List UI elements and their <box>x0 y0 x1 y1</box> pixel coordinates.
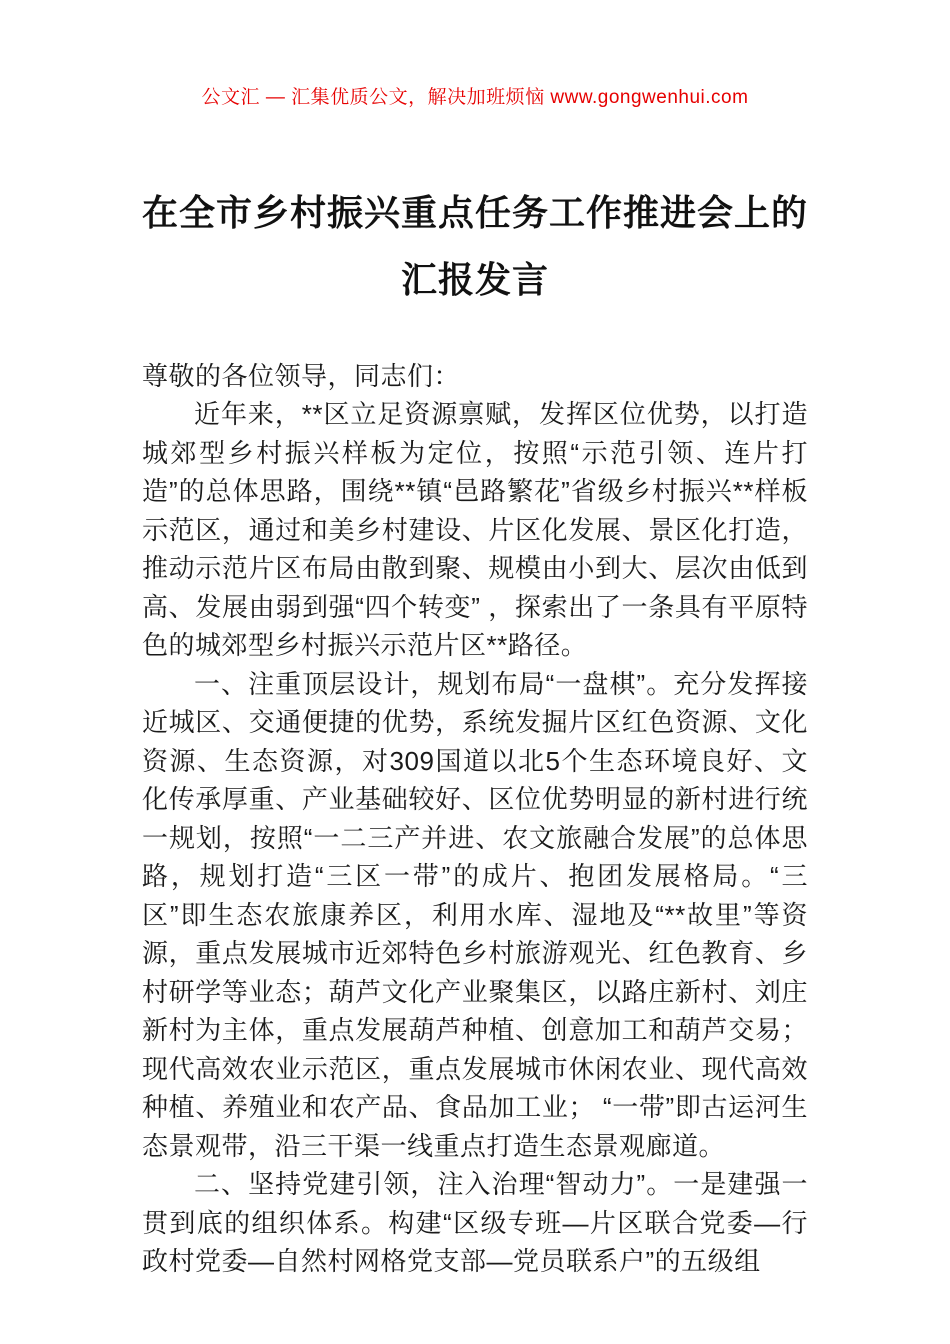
document-title-line-1: 在全市乡村振兴重点任务工作推进会上的 <box>142 191 809 233</box>
paragraph-section-1: 一、注重顶层设计，规划布局“一盘棋”。充分发挥接近城区、交通便捷的优势，系统发掘片区红色资源、文化资源、生态资源，对309国道以北5个生态环境良好、文化传承厚重、产业基础较好、区位优势明显的新村进行统一规划，按照“一二三产并进、农文旅融合发展”的总体思路，规划打造“三区一带”的成片、抱团发展格局。“三区”即生态农旅康养区，利用水库、湿地及“**故里”等资源，重点发展城市近郊特色乡村旅游观光、红色教育、乡村研学等业态；葫芦文化产业聚集区，以路庄新村、刘庄新村为主体，重点发展葫芦种植、创意加工和葫芦交易；现代高效农业示范区，重点发展城市休闲农业、现代高效种植、养殖业和农产品、食品加工业； “一带”即古运河生态景观带，沿三干渠一线重点打造生态景观廊道。 <box>142 668 808 1161</box>
paragraph-section-2: 二、坚持党建引领，注入治理“智动力”。一是建强一贯到底的组织体系。构建“区级专班—片区联合党委—行政村党委—自然村网格党支部—党员联系户”的五级组 <box>142 1169 808 1277</box>
document-body <box>142 357 808 1281</box>
document-title <box>142 179 808 313</box>
document-title-line-2: 汇报发言 <box>400 258 549 300</box>
site-header-banner: 公文汇 — 汇集优质公文，解决加班烦恼 www.gongwenhui.com <box>201 87 749 108</box>
greeting-line: 尊敬的各位领导，同志们： <box>142 360 461 391</box>
paragraph-intro: 近年来，**区立足资源禀赋，发挥区位优势，以打造城郊型乡村振兴样板为定位，按照“示范引领、连片打造”的总体思路，围绕**镇“邑路繁花”省级乡村振兴**样板示范区，通过和美乡村建设、片区化发展、景区化打造，推动示范片区布局由散到聚、规模由小到大、层次由低到高、发展由弱到强“四个转变” ，探索出了一条具有平原特色的城郊型乡村振兴示范片区**路径。 <box>142 399 808 661</box>
